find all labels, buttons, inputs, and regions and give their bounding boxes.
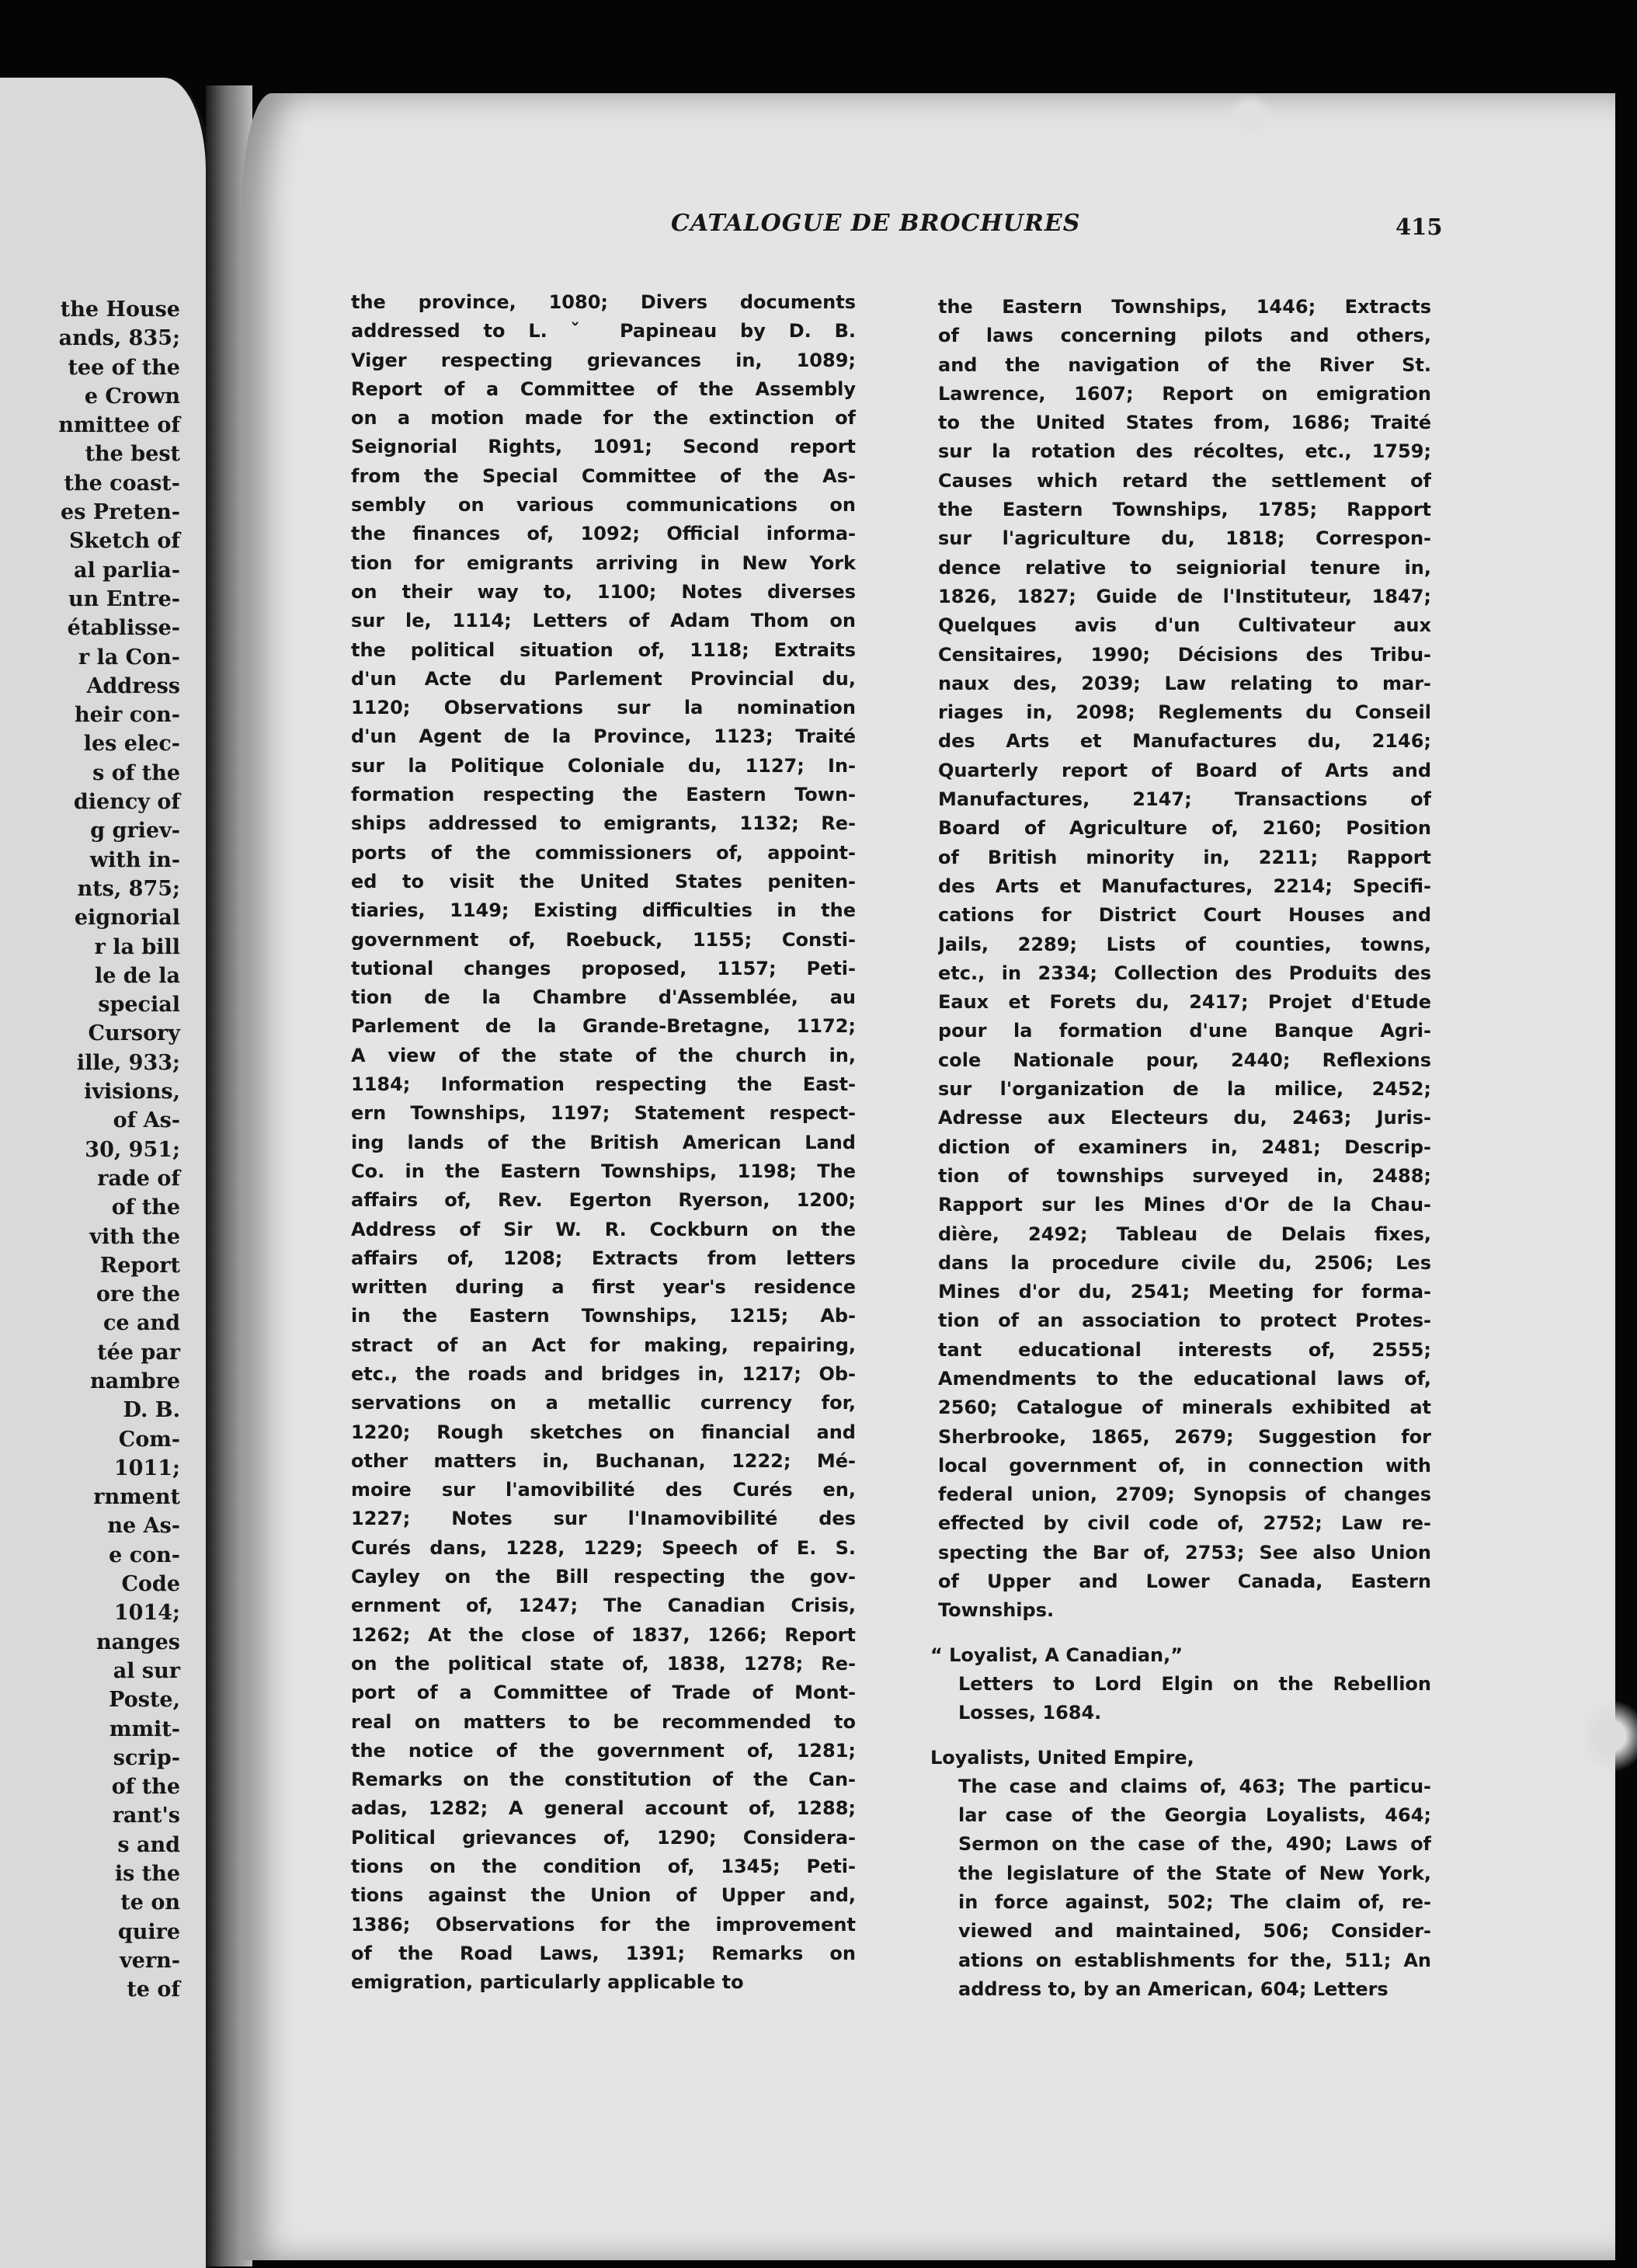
text-line: Rapport sur les Mines d'Or de la Chau-	[938, 1194, 1431, 1216]
text-line: 1227; Notes sur l'Inamovibilité des	[351, 1508, 856, 1530]
text-line: ern Townships, 1197; Statement respect-	[351, 1102, 856, 1125]
text-line: federal union, 2709; Synopsis of changes	[938, 1484, 1431, 1506]
text-line: tant educational interests of, 2555;	[938, 1338, 1431, 1361]
text-line: to the United States from, 1686; Traité	[938, 412, 1431, 434]
left-page-line: te on	[120, 1891, 180, 1915]
left-page-line: eignorial	[74, 906, 180, 931]
text-line: ing lands of the British American Land	[351, 1131, 856, 1153]
text-line: ations on establishments for the, 511; An	[958, 1949, 1431, 1971]
left-page-line: rnment	[93, 1485, 180, 1510]
text-line: the Eastern Townships, 1785; Rapport	[938, 499, 1431, 521]
text-line: formation respecting the Eastern Town-	[351, 784, 856, 806]
left-page-line: the coast-	[64, 471, 180, 496]
text-line: Co. in the Eastern Townships, 1198; The	[351, 1160, 856, 1182]
left-page-line: the best	[85, 442, 180, 467]
text-line: affairs of, 1208; Extracts from letters	[351, 1247, 856, 1269]
left-page-line: quire	[117, 1919, 180, 1944]
text-line: Political grievances of, 1290; Considera-	[351, 1826, 856, 1849]
left-page-line: of As-	[113, 1108, 180, 1133]
text-line: Adresse aux Electeurs du, 2463; Juris-	[938, 1107, 1431, 1129]
text-line: Jails, 2289; Lists of counties, towns,	[938, 933, 1431, 955]
entry-heading-loyalists: Loyalists, United Empire,	[930, 1746, 1194, 1769]
left-page-line: Cursory	[88, 1021, 180, 1046]
text-line: stract of an Act for making, repairing,	[351, 1334, 856, 1356]
left-page-line: nmittee of	[58, 413, 180, 438]
left-page-line: 30, 951;	[85, 1137, 180, 1162]
text-line: des Arts et Manufactures du, 2146;	[938, 730, 1431, 753]
text-column-left	[351, 288, 856, 1998]
text-line: of laws concerning pilots and others,	[938, 325, 1431, 347]
entry-heading-loyalist: “ Loyalist, A Canadian,”	[930, 1644, 1183, 1666]
text-line: effected by civil code of, 2752; Law re-	[938, 1512, 1431, 1535]
text-line: 1386; Observations for the improvement	[351, 1913, 856, 1936]
text-line: viewed and maintained, 506; Consider-	[958, 1920, 1431, 1943]
text-line: 1220; Rough sketches on financial and	[351, 1421, 856, 1443]
text-line: affairs of, Rev. Egerton Ryerson, 1200;	[351, 1189, 856, 1212]
text-line: government of, Roebuck, 1155; Consti-	[351, 928, 856, 951]
left-page-line: Com-	[118, 1427, 180, 1452]
left-page-line: ille, 933;	[76, 1050, 180, 1075]
text-line: moire sur l'amovibilité des Curés en,	[351, 1479, 856, 1501]
text-line: the finances of, 1092; Official informa-	[351, 523, 856, 545]
text-line: in the Eastern Townships, 1215; Ab-	[351, 1305, 856, 1327]
text-column-right	[930, 293, 1431, 2004]
left-page-line: ivisions,	[84, 1080, 180, 1104]
text-line: The case and claims of, 463; The particu-	[958, 1775, 1431, 1797]
text-line: etc., in 2334; Collection des Produits des	[938, 962, 1431, 984]
left-page-line: s of the	[92, 760, 180, 785]
left-page-line: nts, 875;	[77, 876, 180, 901]
left-page-line: diency of	[73, 790, 180, 815]
text-line: Mines d'or du, 2541; Meeting for forma-	[938, 1281, 1431, 1303]
text-line: Remarks on the constitution of the Can-	[351, 1769, 856, 1791]
left-page-line: scrip-	[113, 1745, 180, 1770]
left-page	[0, 78, 210, 2268]
text-line: tion of townships surveyed in, 2488;	[938, 1164, 1431, 1187]
text-line: tiaries, 1149; Existing difficulties in the	[351, 899, 856, 922]
left-page-line: special	[98, 993, 180, 1017]
text-line: Losses, 1684.	[958, 1702, 1102, 1724]
text-line: Parlement de la Grande-Bretagne, 1172;	[351, 1015, 856, 1038]
left-page-line: al sur	[113, 1658, 180, 1683]
left-page-line: s and	[117, 1832, 180, 1857]
left-page-line: ore the	[96, 1282, 180, 1307]
text-line: the legislature of the State of New York,	[958, 1862, 1431, 1884]
left-page-line: ands, 835;	[58, 326, 180, 351]
left-page-line: 1014;	[113, 1601, 180, 1626]
left-page-line: rade of	[97, 1166, 180, 1191]
text-line: 1184; Information respecting the East-	[351, 1073, 856, 1096]
text-line: riages in, 2098; Reglements du Conseil	[938, 701, 1431, 724]
edge-smudge	[1584, 1693, 1637, 1779]
left-page-line: with in-	[89, 847, 180, 872]
left-page-line: e con-	[109, 1543, 180, 1567]
left-page-line: nanges	[96, 1630, 180, 1654]
text-line: from the Special Committee of the As-	[351, 464, 856, 487]
left-page-line: g griev-	[90, 819, 180, 844]
left-page-line: Report	[99, 1253, 180, 1278]
page-number: 415	[1395, 214, 1443, 240]
left-page-line: un Entre-	[68, 586, 180, 611]
running-head: CATALOGUE DE BROCHURES	[671, 210, 1081, 237]
text-line: in force against, 502; The claim of, re-	[958, 1891, 1431, 1914]
left-page-line: Poste,	[109, 1688, 180, 1713]
entry-body-loyalists	[938, 1772, 1431, 2004]
text-line: 2560; Catalogue of minerals exhibited at	[938, 1397, 1431, 1419]
text-line: Lawrence, 1607; Report on emigration	[938, 382, 1431, 405]
text-line: diction of examiners in, 2481; Descrip-	[938, 1136, 1431, 1158]
text-line: sur la Politique Coloniale du, 1127; In-	[351, 754, 856, 777]
left-page-line: e Crown	[84, 384, 180, 409]
left-page-line: Code	[121, 1572, 180, 1597]
text-line: sembly on various communications on	[351, 494, 856, 517]
text-line: dence relative to seigniorial tenure in,	[938, 556, 1431, 579]
text-line: sur l'agriculture du, 1818; Correspon-	[938, 527, 1431, 550]
text-line: Sermon on the case of the, 490; Laws of	[958, 1833, 1431, 1856]
text-line: Causes which retard the settlement of	[938, 469, 1431, 492]
left-page-line: D. B.	[123, 1398, 180, 1423]
left-page-line: of the	[111, 1195, 180, 1220]
left-page-line: es Preten-	[61, 500, 180, 525]
text-line: tions against the Union of Upper and,	[351, 1884, 856, 1907]
text-line: addressed to L. ˇ Papineau by D. B.	[351, 320, 856, 343]
text-line: the political situation of, 1118; Extraits	[351, 638, 856, 661]
text-line: Curés dans, 1228, 1229; Speech of E. S.	[351, 1536, 856, 1559]
left-page-line: le de la	[94, 963, 180, 988]
text-line: Board of Agriculture of, 2160; Position	[938, 817, 1431, 840]
text-line: ed to visit the United States peniten-	[351, 870, 856, 892]
left-page-line: rant's	[112, 1804, 180, 1828]
text-line: dans la procedure civile du, 2506; Les	[938, 1251, 1431, 1274]
text-line: tutional changes proposed, 1157; Peti-	[351, 957, 856, 979]
text-line: tion for emigrants arriving in New York	[351, 551, 856, 574]
text-line: of Upper and Lower Canada, Eastern	[938, 1571, 1431, 1593]
text-line: the province, 1080; Divers documents	[351, 291, 856, 313]
text-line: port of a Committee of Trade of Mont-	[351, 1682, 856, 1704]
text-line: cations for District Court Houses and	[938, 904, 1431, 927]
text-line: on a motion made for the extinction of	[351, 407, 856, 430]
text-line: Report of a Committee of the Assembly	[351, 377, 856, 400]
text-line: Townships.	[938, 1599, 1055, 1622]
text-line: real on matters to be recommended to	[351, 1710, 856, 1733]
left-page-line: ce and	[103, 1311, 180, 1336]
left-page-line: vith the	[89, 1224, 180, 1249]
text-line: pour la formation d'une Banque Agri-	[938, 1020, 1431, 1042]
text-line: adas, 1282; A general account of, 1288;	[351, 1797, 856, 1820]
text-line: other matters in, Buchanan, 1222; Mé-	[351, 1449, 856, 1472]
left-page-line: nambre	[90, 1369, 180, 1393]
text-line: local government of, in connection with	[938, 1454, 1431, 1477]
left-page-line: les elec-	[83, 732, 180, 757]
text-line: the notice of the government of, 1281;	[351, 1739, 856, 1762]
text-line: specting the Bar of, 2753; See also Union	[938, 1541, 1431, 1564]
text-line: Censitaires, 1990; Décisions des Tribu-	[938, 643, 1431, 666]
entry-continuation	[938, 293, 1431, 1626]
text-line: 1262; At the close of 1837, 1266; Report	[351, 1623, 856, 1646]
text-line: written during a first year's residence	[351, 1276, 856, 1299]
text-line: tion of an association to protect Protes-	[938, 1310, 1431, 1332]
left-page-line: établisse-	[67, 616, 180, 641]
text-line: etc., the roads and bridges in, 1217; Ob-	[351, 1362, 856, 1385]
left-page-line: Address	[86, 673, 180, 698]
text-line: of British minority in, 2211; Rapport	[938, 846, 1431, 868]
text-line: A view of the state of the church in,	[351, 1044, 856, 1066]
text-line: Amendments to the educational laws of,	[938, 1367, 1431, 1390]
text-line: d'un Acte du Parlement Provincial du,	[351, 667, 856, 690]
left-page-line: vern-	[120, 1948, 180, 1973]
text-line: 1120; Observations sur la nomination	[351, 697, 856, 719]
text-line: Seignorial Rights, 1091; Second report	[351, 436, 856, 458]
text-line: ports of the commissioners of, appoint-	[351, 841, 856, 864]
text-line: lar case of the Georgia Loyalists, 464;	[958, 1804, 1431, 1827]
left-page-line: the House	[60, 297, 180, 322]
text-line: Eaux et Forets du, 2417; Projet d'Etude	[938, 991, 1431, 1014]
text-line: Manufactures, 2147; Transactions of	[938, 788, 1431, 811]
text-line: the Eastern Townships, 1446; Extracts	[938, 296, 1431, 318]
left-page-line: te of	[127, 1978, 180, 2002]
text-line: d'un Agent de la Province, 1123; Traité	[351, 725, 856, 748]
left-page-line: mmit-	[109, 1717, 180, 1741]
left-page-line: Sketch of	[69, 529, 180, 554]
text-line: dière, 2492; Tableau de Delais fixes,	[938, 1223, 1431, 1245]
left-page-line: tée par	[97, 1340, 180, 1365]
text-line: sur le, 1114; Letters of Adam Thom on	[351, 610, 856, 632]
left-page-line: al parlia-	[74, 558, 180, 583]
left-page-line: r la Con-	[78, 645, 180, 670]
text-line: 1826, 1827; Guide de l'Instituteur, 1847;	[938, 585, 1431, 607]
text-line: tions on the condition of, 1345; Peti-	[351, 1856, 856, 1878]
text-line: emigration, particularly applicable to	[351, 1971, 744, 1994]
text-line: on their way to, 1100; Notes diverses	[351, 580, 856, 603]
text-line: Cayley on the Bill respecting the gov-	[351, 1566, 856, 1588]
text-line: address to, by an American, 604; Letters	[958, 1978, 1388, 2000]
text-line: cole Nationale pour, 2440; Reflexions	[938, 1049, 1431, 1071]
text-line: des Arts et Manufactures, 2214; Specifi-	[938, 875, 1431, 897]
left-page-line: is the	[114, 1862, 180, 1887]
text-line: of the Road Laws, 1391; Remarks on	[351, 1942, 856, 1964]
text-line: naux des, 2039; Law relating to mar-	[938, 672, 1431, 694]
text-line: ernment of, 1247; The Canadian Crisis,	[351, 1595, 856, 1617]
text-line: Address of Sir W. R. Cockburn on the	[351, 1218, 856, 1240]
page-smudge	[1227, 93, 1274, 140]
text-line: servations on a metallic currency for,	[351, 1392, 856, 1414]
left-page-line: 1011;	[113, 1456, 180, 1480]
left-page-line: ne As-	[107, 1514, 180, 1539]
text-line: sur la rotation des récoltes, etc., 1759;	[938, 440, 1431, 463]
text-line: and the navigation of the River St.	[938, 353, 1431, 376]
text-line: ships addressed to emigrants, 1132; Re-	[351, 812, 856, 835]
text-line: Sherbrooke, 1865, 2679; Suggestion for	[938, 1425, 1431, 1448]
left-page-line: heir con-	[75, 703, 180, 728]
left-page-line: tee of the	[68, 355, 180, 380]
text-line: Quelques avis d'un Cultivateur aux	[938, 614, 1431, 637]
entry-body-loyalist	[938, 1670, 1431, 1728]
text-line: tion de la Chambre d'Assemblée, au	[351, 986, 856, 1009]
text-line: Quarterly report of Board of Arts and	[938, 759, 1431, 781]
text-line: sur l'organization de la milice, 2452;	[938, 1078, 1431, 1101]
left-page-text	[0, 295, 180, 2005]
text-line: on the political state of, 1838, 1278; Re-	[351, 1652, 856, 1675]
left-page-line: of the	[111, 1775, 180, 1800]
text-line: Viger respecting grievances in, 1089;	[351, 349, 856, 371]
text-line: Letters to Lord Elgin on the Rebellion	[958, 1672, 1431, 1695]
left-page-line: r la bill	[94, 934, 180, 959]
